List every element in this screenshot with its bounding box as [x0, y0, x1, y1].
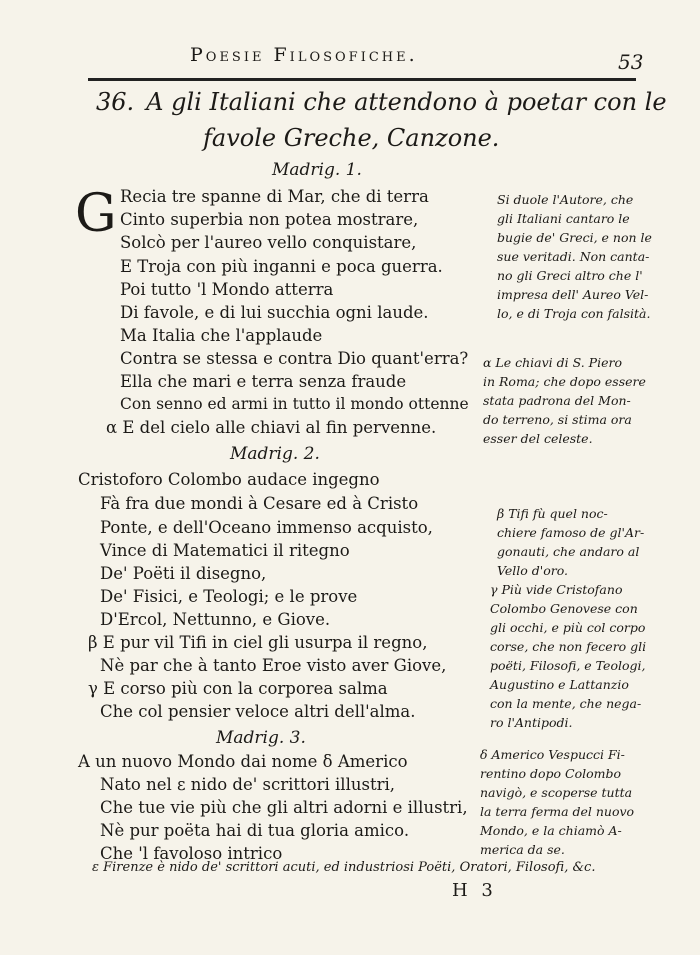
- verse-line: Cinto superbia non potea mostrare,: [120, 210, 419, 229]
- verse-line: Che tue vie più che gli altri adorni e illustri,: [100, 798, 468, 817]
- drop-cap: G: [75, 184, 117, 244]
- verse-line: Ponte, e dell'Oceano immenso acquisto,: [100, 518, 433, 537]
- verse-line: De' Poëti il disegno,: [100, 564, 267, 583]
- verse-line: Che 'l favoloso intrico: [100, 844, 283, 863]
- title-text-1: A gli Italiani che attendono à poetar con le: [146, 88, 667, 116]
- running-title: Poesie Filosofiche.: [190, 44, 418, 66]
- poem-title: [96, 84, 667, 156]
- verse-line: A un nuovo Mondo dai nome δ Americo: [78, 752, 408, 771]
- verse-line: Nato nel ε nido de' scrittori illustri,: [100, 775, 395, 794]
- verse-line: Di favole, e di lui succhia ogni laude.: [120, 303, 429, 322]
- verse-line: Vince di Matematici il ritegno: [100, 541, 350, 560]
- verse-line: Contra se stessa e contra Dio quant'erra?: [120, 349, 469, 368]
- verse-line: Ma Italia che l'applaude: [120, 326, 323, 345]
- verse-line: Ella che mari e terra senza fraude: [120, 372, 407, 391]
- signature-mark: H 3: [452, 880, 497, 901]
- verse-line: Solcò per l'aureo vello conquistare,: [120, 233, 417, 252]
- poem-number: 36.: [96, 88, 135, 116]
- verse-line: Cristoforo Colombo audace ingegno: [78, 470, 380, 489]
- margin-note-intro: Si duole l'Autore, che gli Italiani cantaro le bugie de' Greci, e non le sue veritadi. Non canta- no gli Greci altro che l' impresa dell' Aureo Vel- lo, e di Troja con falsità.: [497, 192, 652, 321]
- page-number: 53: [618, 50, 644, 74]
- margin-note-gamma: γ Più vide Cristofano Colombo Genovese con gli occhi, e più col corpo corse, che non fecero gli poëti, Filosofi, e Teologi, Augustino e Lattanzio con la mente, che nega- ro l'Antipodi.: [490, 582, 647, 730]
- verse-line: α E del cielo alle chiavi al fin pervenne.: [106, 418, 437, 437]
- margin-note-delta: δ Americo Vespucci Fi- rentino dopo Colombo navigò, e scoperse tutta la terra ferma del nuovo Mondo, e la chiamò A- merica da se.: [480, 747, 635, 857]
- verse-line: Nè par che à tanto Eroe visto aver Giove,: [100, 656, 447, 675]
- footnote-epsilon: ε Firenze è nido de' scrittori acuti, ed industriosi Poëti, Oratori, Filosofi, &c.: [92, 860, 596, 875]
- verse-line: β E pur vil Tifi in ciel gli usurpa il regno,: [88, 633, 428, 652]
- verse-line: E Troja con più inganni e poca guerra.: [120, 257, 443, 276]
- madrigal-heading-1: Madrig. 1.: [272, 160, 362, 180]
- margin-note-beta: β Tifi fù quel noc- chiere famoso de gl'Ar- gonauti, che andaro al Vello d'oro.: [497, 506, 645, 578]
- verse-line: D'Ercol, Nettunno, e Giove.: [100, 610, 331, 629]
- verse-line: De' Fisici, e Teologi; e le prove: [100, 587, 358, 606]
- verse-line: Recia tre spanne di Mar, che di terra: [120, 187, 429, 206]
- title-line-1: [96, 84, 667, 120]
- madrigal-heading-3: Madrig. 3.: [216, 728, 306, 748]
- verse-line: Fà fra due mondi à Cesare ed à Cristo: [100, 494, 419, 513]
- verse-line: Nè pur poëta hai di tua gloria amico.: [100, 821, 410, 840]
- verse-line: γ E corso più con la corporea salma: [88, 679, 388, 698]
- verse-line: Che col pensier veloce altri dell'alma.: [100, 702, 416, 721]
- header-rule: [88, 78, 636, 81]
- title-line-2: favole Greche, Canzone.: [203, 124, 500, 152]
- verse-line: Con senno ed armi in tutto il mondo ottenne: [120, 395, 469, 413]
- margin-note-alpha: α Le chiavi di S. Piero in Roma; che dopo essere stata padrona del Mon- do terreno, si stima ora esser del celeste.: [483, 355, 646, 446]
- verse-line: Poi tutto 'l Mondo atterra: [120, 280, 334, 299]
- madrigal-heading-2: Madrig. 2.: [230, 444, 320, 464]
